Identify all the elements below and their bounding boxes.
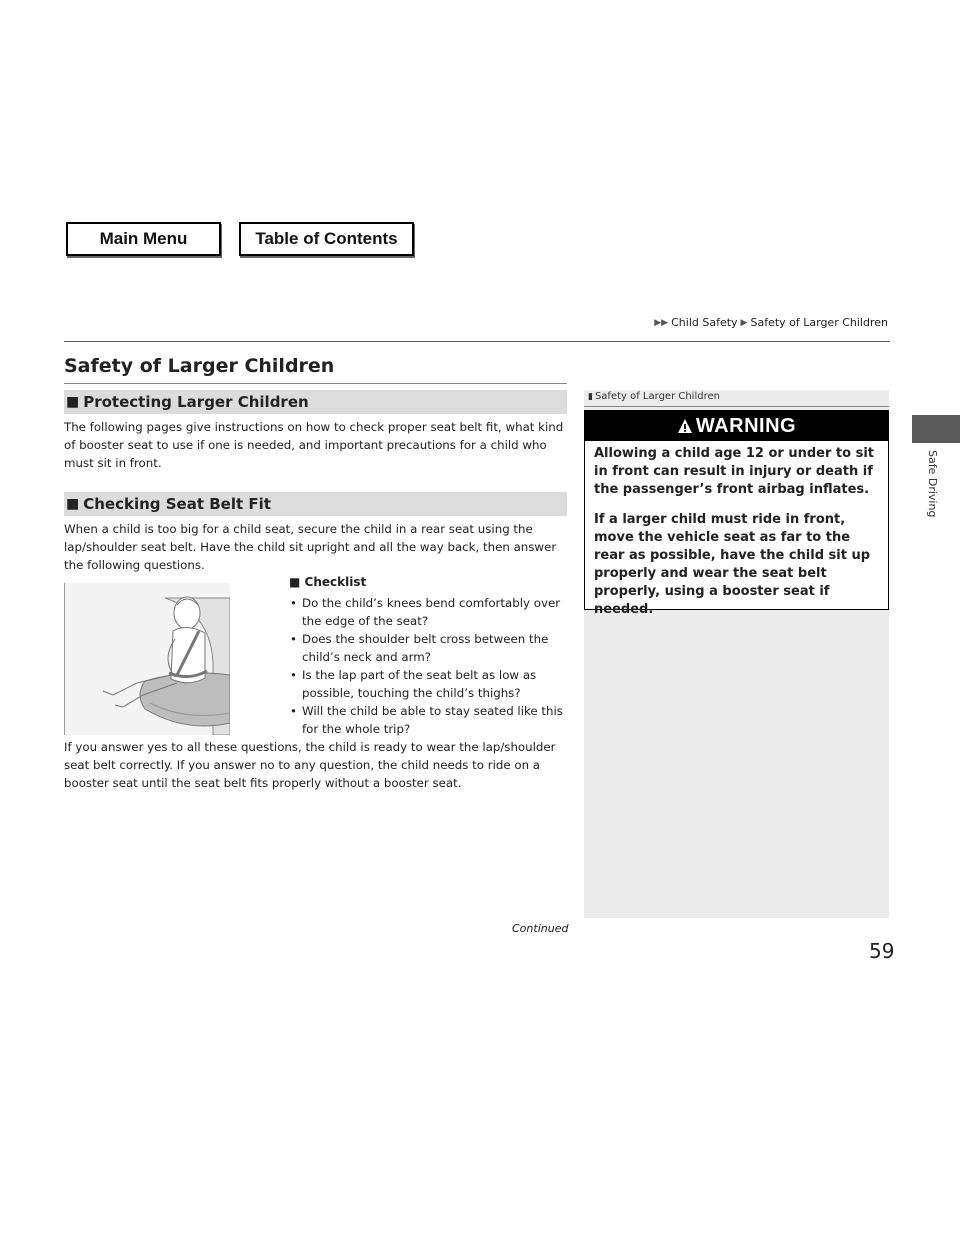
page-title: Safety of Larger Children bbox=[64, 355, 335, 377]
note-heading bbox=[588, 391, 720, 402]
section-heading-text: Checking Seat Belt Fit bbox=[83, 495, 271, 513]
note-heading-text: Safety of Larger Children bbox=[594, 391, 720, 402]
note-marker-icon: ▮ bbox=[588, 391, 593, 402]
section-heading-text: Protecting Larger Children bbox=[83, 393, 309, 411]
breadcrumb-arrow-icon: ▶▶ bbox=[654, 317, 669, 328]
square-bullet-icon: ■ bbox=[289, 575, 305, 589]
breadcrumb bbox=[654, 316, 888, 329]
protecting-body: The following pages give instructions on how to check proper seat belt fit, what kind of booster seat to use if one is needed, and important precautions for a child who must sit in front. bbox=[64, 420, 564, 470]
checklist bbox=[289, 594, 569, 738]
main-menu-button[interactable]: Main Menu bbox=[66, 222, 221, 256]
checklist-heading-text: Checklist bbox=[304, 575, 367, 589]
square-bullet-icon: ■ bbox=[66, 394, 80, 410]
list-item: • Is the lap part of the seat belt as low as possible, touching the child’s thighs? bbox=[289, 666, 569, 702]
warning-triangle-icon bbox=[677, 418, 693, 434]
child-seat-belt-illustration bbox=[64, 583, 230, 735]
chapter-tab-marker bbox=[912, 415, 960, 443]
chapter-tab-label: Safe Driving bbox=[926, 450, 939, 518]
page-number: 59 bbox=[869, 939, 895, 963]
list-item: • Do the child’s knees bend comfortably over the edge of the seat? bbox=[289, 594, 569, 630]
table-of-contents-button[interactable]: Table of Contents bbox=[239, 222, 414, 256]
checking-intro: When a child is too big for a child seat, secure the child in a rear seat using the lap/shoulder seat belt. Have the child sit upright and all the way back, then answer the following questions. bbox=[64, 522, 557, 572]
warning-label: WARNING bbox=[695, 414, 797, 437]
title-underline bbox=[64, 383, 567, 384]
warning-paragraph: If a larger child must ride in front, move the vehicle seat as far to the rear as possible, have the child sit up properly and wear the seat belt properly, using a booster seat if needed. bbox=[594, 512, 871, 617]
checklist-heading bbox=[289, 575, 366, 589]
warning-banner bbox=[585, 411, 888, 441]
warning-paragraph: Allowing a child age 12 or under to sit in front can result in injury or death if the passenger’s front airbag inflates. bbox=[594, 446, 875, 497]
checking-conclusion: If you answer yes to all these questions, the child is ready to wear the lap/shoulder seat belt correctly. If you answer no to any question, the child needs to ride on a booster seat until the seat belt fits properly without a booster seat. bbox=[64, 740, 556, 790]
square-bullet-icon: ■ bbox=[66, 496, 80, 512]
section-heading-checking bbox=[64, 492, 567, 516]
breadcrumb-parent: Child Safety bbox=[671, 316, 738, 329]
note-divider bbox=[584, 406, 889, 407]
section-heading-protecting bbox=[64, 390, 567, 414]
list-item: • Will the child be able to stay seated like this for the whole trip? bbox=[289, 702, 569, 738]
breadcrumb-current: Safety of Larger Children bbox=[750, 316, 888, 329]
header-divider bbox=[64, 341, 890, 342]
breadcrumb-arrow-icon: ▶ bbox=[740, 317, 748, 328]
continued-label: Continued bbox=[512, 922, 569, 935]
list-item: • Does the shoulder belt cross between the child’s neck and arm? bbox=[289, 630, 569, 666]
